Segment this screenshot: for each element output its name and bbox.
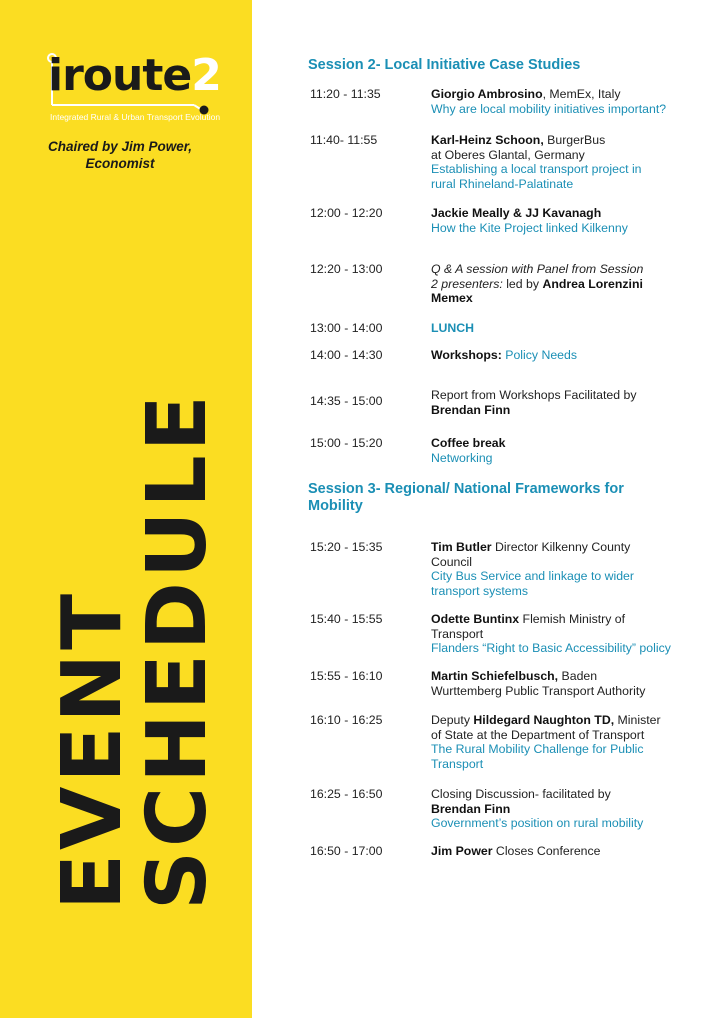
iroute2-logo [44, 50, 221, 130]
speaker: Giorgio Ambrosino [431, 87, 543, 101]
speaker: Karl-Heinz Schoon, [431, 133, 544, 147]
topic: City Bus Service and linkage to wider [431, 569, 634, 584]
speaker: Andrea Lorenzini [542, 276, 643, 291]
logo-tagline: Integrated Rural & Urban Transport Evolution [50, 112, 221, 122]
description [431, 206, 691, 235]
topic: Networking [431, 450, 493, 465]
topic: How the Kite Project linked Kilkenny [431, 220, 628, 235]
time: 15:40 - 15:55 [310, 612, 383, 626]
chaired-by: Chaired by Jim Power, Economist [47, 139, 193, 171]
description: Workshops: Policy Needs [431, 348, 578, 362]
session-2-title: Session 2- Local Initiative Case Studies [308, 57, 581, 73]
time: 16:25 - 16:50 [310, 787, 383, 801]
topic: Policy Needs [501, 348, 578, 362]
description: Tim Butler Director Kilkenny County Council City Bus Service and linkage to wider transport systems [431, 540, 691, 598]
description: Karl-Heinz Schoon, BurgerBus at Oberes Glantal, Germany Establishing a local transport project in rural Rhineland-Palatinate [431, 133, 691, 191]
topic: Establishing a local transport project in [431, 162, 642, 177]
time: 14:35 - 15:00 [310, 394, 383, 408]
vertical-word-2: SCHEDULE [130, 391, 225, 910]
description: Giorgio Ambrosino, MemEx, Italy Why are local mobility initiatives important? [431, 87, 691, 116]
vertical-word-1: EVENT [45, 589, 140, 910]
time: 16:10 - 16:25 [310, 713, 383, 727]
topic: The Rural Mobility Challenge for Public [431, 742, 644, 757]
description: Coffee break Networking [431, 436, 691, 465]
lunch-label: LUNCH [431, 321, 475, 335]
time: 12:00 - 12:20 [310, 206, 383, 220]
speaker: Brendan Finn [431, 801, 511, 816]
event-schedule-heading [45, 391, 225, 910]
time: 12:20 - 13:00 [310, 262, 383, 276]
speaker: Jim Power [431, 844, 493, 858]
description: Martin Schiefelbusch, Baden Wurttemberg Public Transport Authority [431, 669, 646, 698]
description [431, 321, 691, 336]
time: 16:50 - 17:00 [310, 844, 383, 858]
time: 15:20 - 15:35 [310, 540, 383, 554]
description: Odette Buntinx Flemish Ministry of Transport Flanders “Right to Basic Accessibility” policy [431, 612, 691, 656]
time: 13:00 - 14:00 [310, 321, 383, 335]
speaker: Jackie Meally & JJ Kavanagh [431, 206, 602, 220]
topic: Why are local mobility initiatives important? [431, 101, 667, 116]
description: Jim Power Closes Conference [431, 844, 601, 858]
time: 11:20 - 11:35 [310, 87, 381, 101]
speaker: Hildegard Naughton TD, [473, 713, 615, 727]
time: 15:00 - 15:20 [310, 436, 383, 450]
speaker: Martin Schiefelbusch, [431, 669, 559, 683]
topic: Flanders “Right to Basic Accessibility” policy [431, 641, 671, 656]
description: Deputy Hildegard Naughton TD, Minister of State at the Department of Transport The Rural Mobility Challenge for Public Transport [431, 713, 691, 771]
description: Q & A session with Panel from Session 2 presenters: led by Andrea Lorenzini Memex [431, 262, 644, 306]
logo-wordmark: iroute2 [48, 50, 221, 101]
description: Closing Discussion- facilitated by Brendan Finn Government’s position on rural mobility [431, 787, 691, 831]
description: Report from Workshops Facilitated by Brendan Finn [431, 388, 691, 417]
sidebar [0, 0, 252, 1018]
speaker: Tim Butler [431, 540, 492, 554]
topic: Government’s position on rural mobility [431, 816, 644, 831]
speaker: Brendan Finn [431, 402, 511, 417]
time: 15:55 - 16:10 [310, 669, 383, 683]
time: 14:00 - 14:30 [310, 348, 383, 362]
session-3-title: Session 3- Regional/ National Frameworks for Mobility [308, 481, 624, 514]
time: 11:40- 11:55 [310, 133, 378, 147]
speaker: Odette Buntinx [431, 612, 520, 626]
